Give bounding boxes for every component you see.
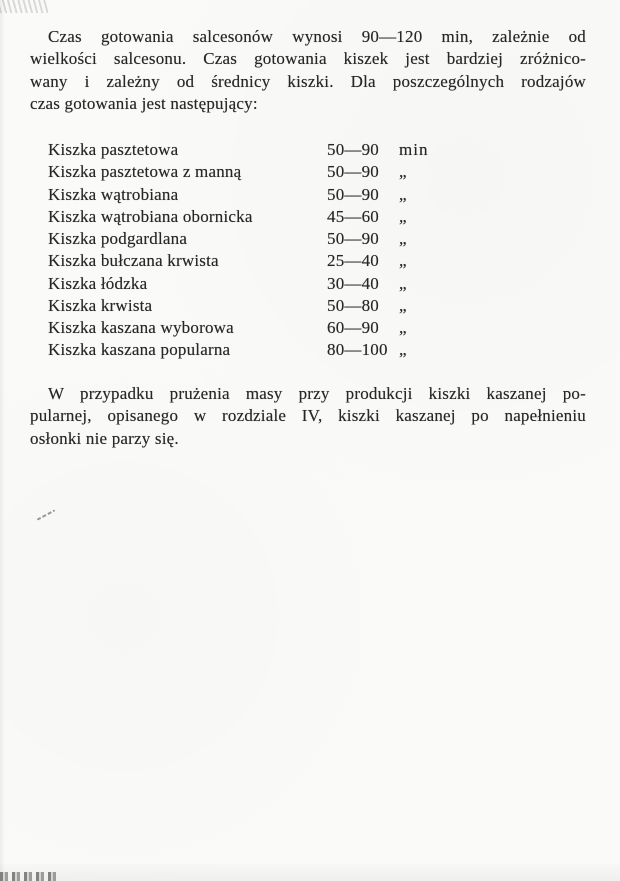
paragraph-line: Czas gotowania salcesonów wynosi 90—120 min, zależnie od xyxy=(48,27,586,46)
time-range: 80—100 xyxy=(327,340,388,360)
time-unit: „ xyxy=(399,318,408,337)
scan-edge-left xyxy=(0,0,5,881)
time-range: 25—40 xyxy=(327,251,379,271)
pen-mark xyxy=(37,509,56,520)
time-unit: min xyxy=(399,140,429,159)
time-range: 50—90 xyxy=(327,140,379,159)
scan-noise-top-left xyxy=(0,0,48,13)
kiszka-name: Kiszka pasztetowa z manną xyxy=(48,162,242,182)
time-unit: „ xyxy=(399,229,408,248)
kiszka-name: Kiszka kaszana popularna xyxy=(48,340,231,360)
kiszka-name: Kiszka krwista xyxy=(48,295,153,315)
closing-paragraph xyxy=(30,383,586,450)
time-range: 45—60 xyxy=(327,206,379,226)
kiszka-name: Kiszka kaszana wyborowa xyxy=(48,318,234,337)
paragraph-line: wany i zależny od średnicy kiszki. Dla poszczególnych rodzajów xyxy=(30,71,586,91)
time-range: 50—80 xyxy=(327,295,379,315)
time-range: 50—90 xyxy=(327,229,379,248)
paragraph-line: osłonki nie parzy się. xyxy=(30,428,179,448)
cooking-time-row xyxy=(48,339,588,361)
time-unit: „ xyxy=(399,340,408,360)
time-unit: „ xyxy=(399,251,408,271)
kiszka-name: Kiszka pasztetowa xyxy=(48,140,179,159)
kiszka-name: Kiszka wątrobiana xyxy=(48,184,179,204)
time-unit: „ xyxy=(399,295,408,315)
scan-shade-bottom xyxy=(0,864,620,881)
paragraph-line: wielkości salcesonu. Czas gotowania kiszek jest bardziej zróżnico- xyxy=(30,49,586,69)
time-range: 50—90 xyxy=(327,184,379,204)
cooking-time-row xyxy=(48,250,588,272)
paragraph-line: W przypadku prużenia masy przy produkcji kiszki kaszanej po- xyxy=(48,384,586,403)
time-unit: „ xyxy=(399,184,408,204)
kiszka-name: Kiszka podgardlana xyxy=(48,229,188,248)
cooking-times-list xyxy=(48,139,588,362)
cooking-time-row xyxy=(48,184,588,206)
paragraph-line: czas gotowania jest następujący: xyxy=(30,94,258,114)
cooking-time-row xyxy=(48,139,588,161)
time-unit: „ xyxy=(399,162,408,182)
intro-paragraph xyxy=(30,26,586,116)
time-range: 50—90 xyxy=(327,162,379,182)
kiszka-name: Kiszka wątrobiana obornicka xyxy=(48,206,253,226)
cooking-time-row xyxy=(48,295,588,317)
kiszka-name: Kiszka łódzka xyxy=(48,273,148,293)
cooking-time-row xyxy=(48,161,588,183)
time-range: 60—90 xyxy=(327,318,379,337)
time-range: 30—40 xyxy=(327,273,379,293)
cooking-time-row xyxy=(48,317,588,339)
cooking-time-row xyxy=(48,273,588,295)
paragraph-line: pularnej, opisanego w rozdziale IV, kiszki kaszanej po napełnieniu xyxy=(30,406,586,426)
scan-marks-bottom-left xyxy=(0,872,58,881)
kiszka-name: Kiszka bułczana krwista xyxy=(48,251,219,271)
cooking-time-row xyxy=(48,206,588,228)
cooking-time-row xyxy=(48,228,588,250)
time-unit: „ xyxy=(399,206,408,226)
time-unit: „ xyxy=(399,273,408,293)
